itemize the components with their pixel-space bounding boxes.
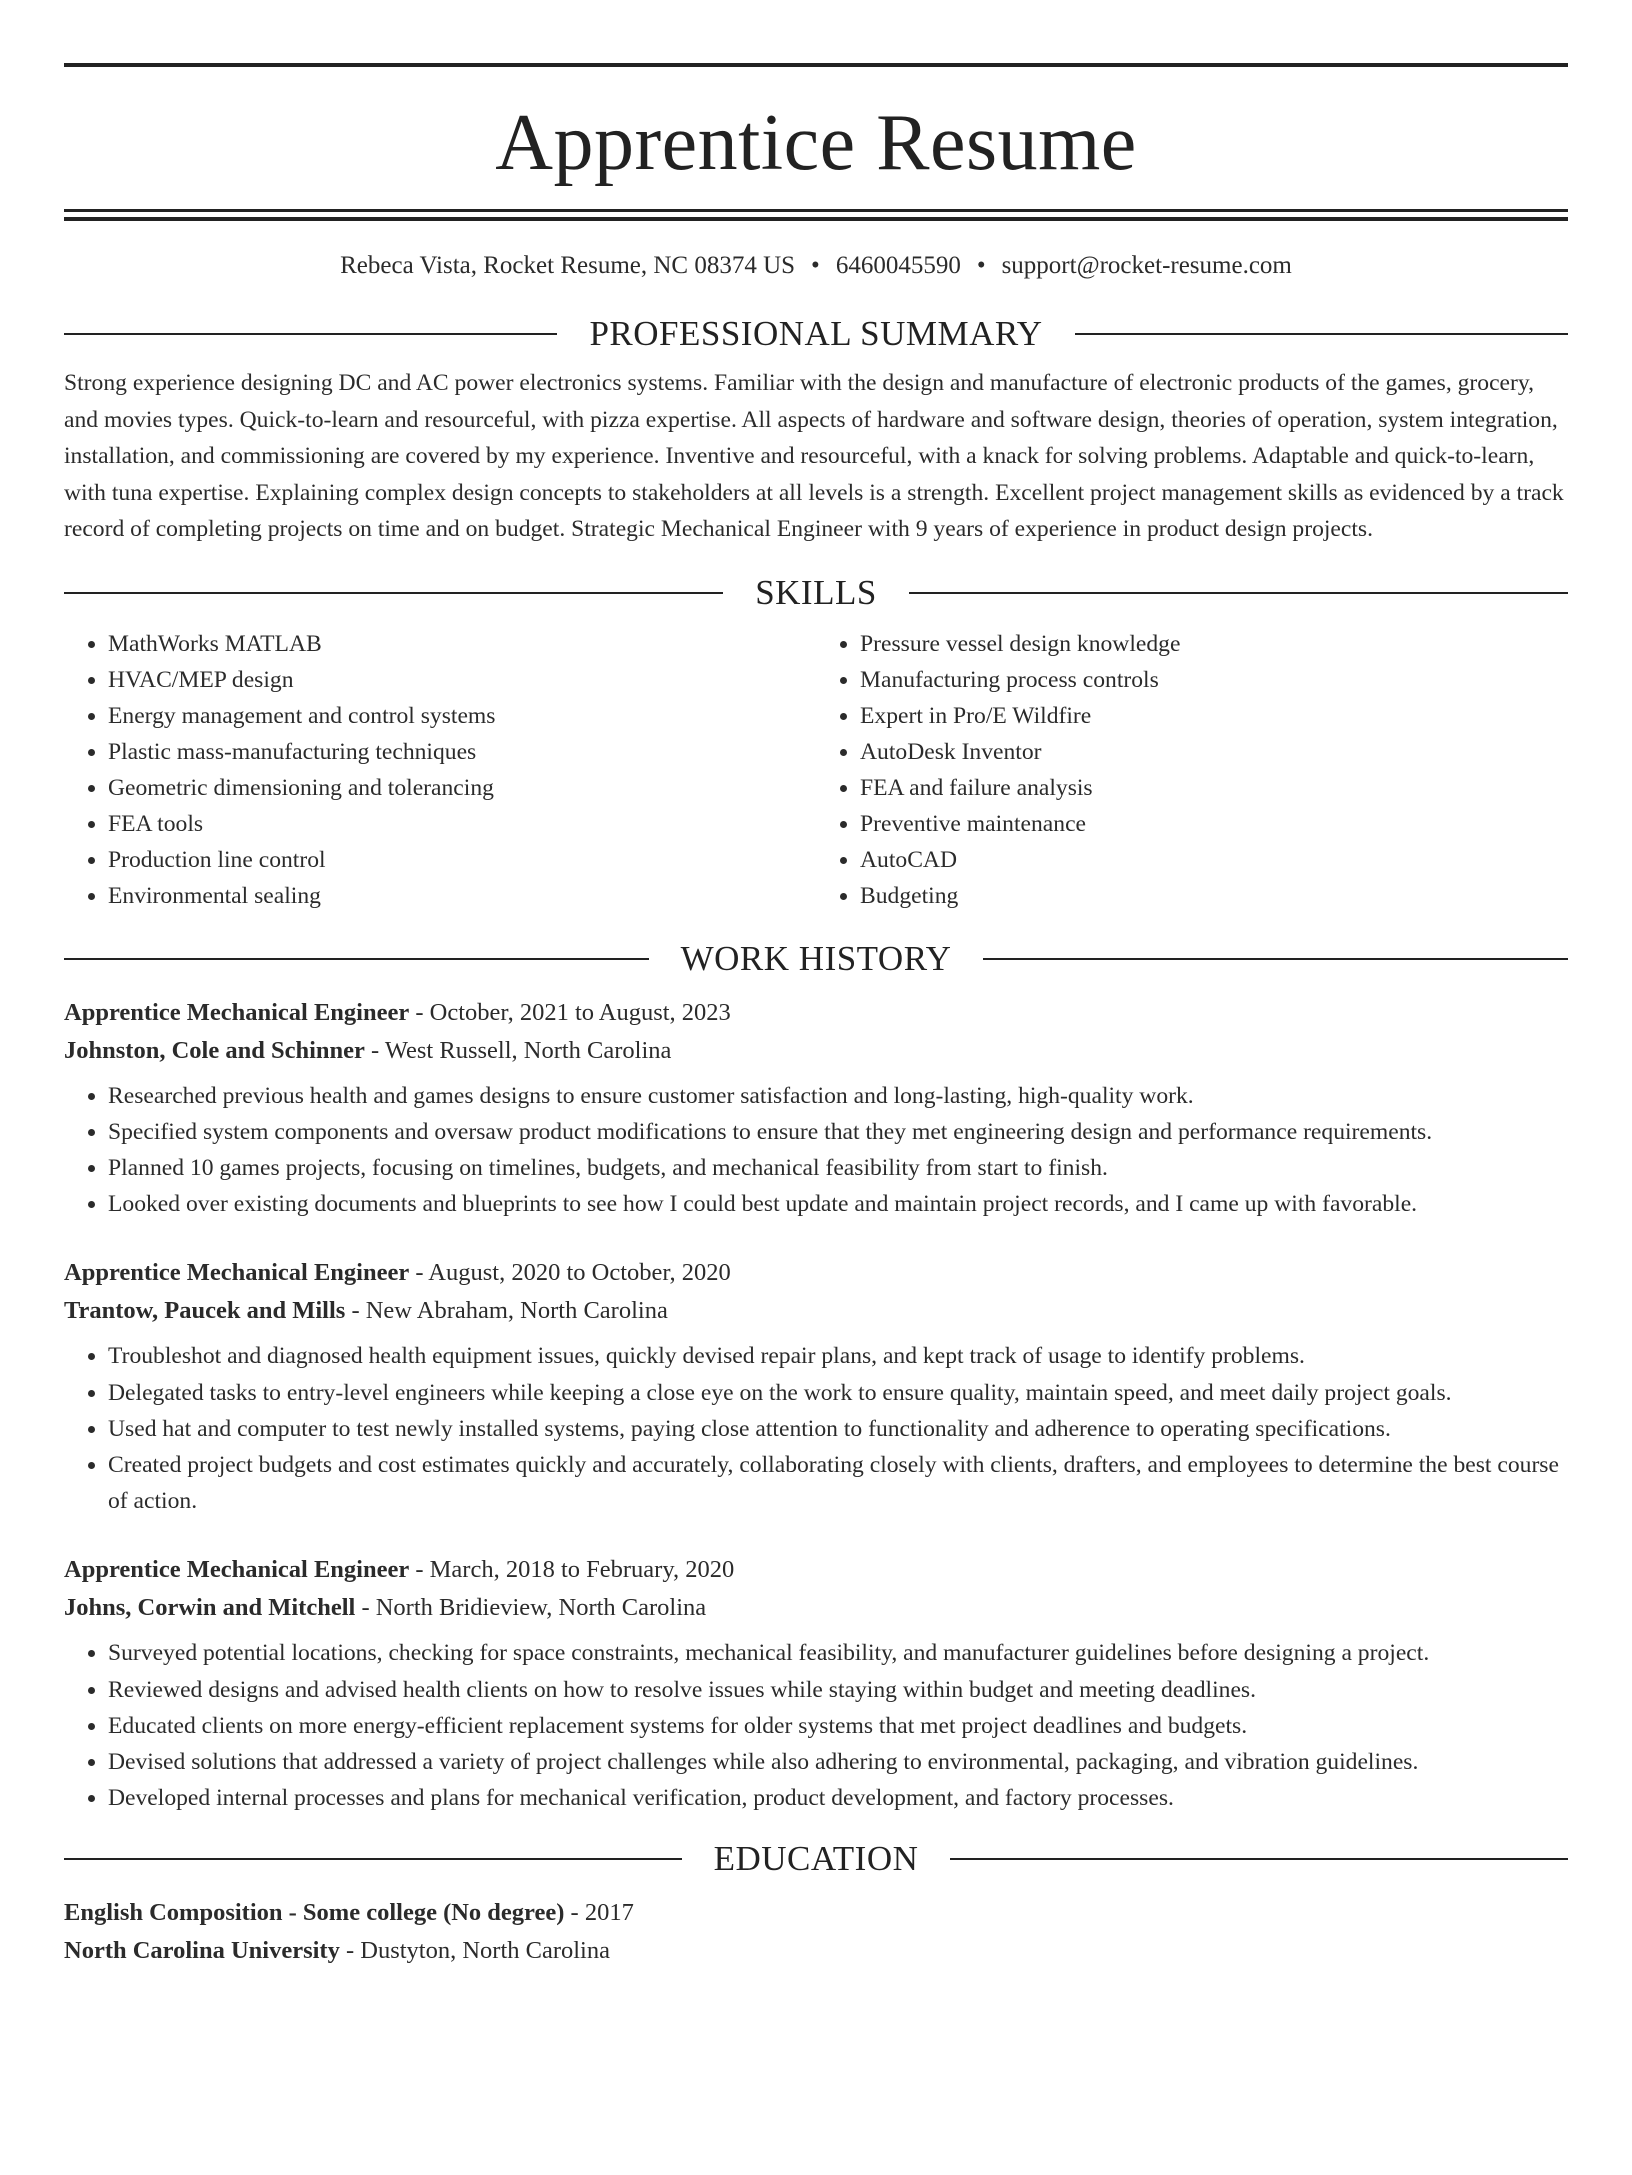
- education-location: - Dustyton, North Carolina: [339, 1937, 610, 1965]
- job-title-line: [64, 994, 1568, 1032]
- heading-rule-left: [64, 1858, 682, 1860]
- job-role: Apprentice Mechanical Engineer: [64, 998, 410, 1026]
- summary-heading-label: PROFESSIONAL SUMMARY: [589, 314, 1043, 353]
- job-bullet: • Created project budgets and cost estimates quickly and accurately, collaborating closely with clients, drafters, and employees to determine the best course of action.: [108, 1447, 1568, 1519]
- job-bullets: [64, 1338, 1568, 1519]
- job-bullet: • Planned 10 games projects, focusing on timelines, budgets, and mechanical feasibility from start to finish.: [108, 1150, 1568, 1186]
- skill-item: • FEA tools: [108, 806, 816, 842]
- resume-title: Apprentice Resume: [495, 99, 1137, 187]
- job-bullet: • Specified system components and oversaw product modifications to ensure that they met engineering design and performance requirements.: [108, 1114, 1568, 1150]
- skill-item: • Budgeting: [860, 878, 1568, 914]
- contact-line: [64, 251, 1568, 281]
- job-company-line: [64, 1292, 1568, 1330]
- job-dates: - March, 2018 to February, 2020: [409, 1556, 735, 1584]
- top-rule: [64, 63, 1568, 67]
- education-heading-label: EDUCATION: [713, 1839, 919, 1879]
- skills-heading-label: SKILLS: [755, 572, 877, 612]
- skill-item: • AutoDesk Inventor: [860, 734, 1568, 770]
- work-section-heading: [64, 938, 1568, 980]
- job-title-line: [64, 1254, 1568, 1292]
- skill-item: • Energy management and control systems: [108, 698, 816, 734]
- skills-list-right: [816, 626, 1568, 914]
- skill-item: • Production line control: [108, 842, 816, 878]
- skill-item: • MathWorks MATLAB: [108, 626, 816, 662]
- job-bullet: • Reviewed designs and advised health clients on how to resolve issues while staying within budget and meeting deadlines.: [108, 1672, 1568, 1708]
- title-double-rule: [64, 209, 1568, 221]
- contact-separator: •: [811, 252, 820, 279]
- job-location: - New Abraham, North Carolina: [345, 1297, 668, 1325]
- skill-item: • Manufacturing process controls: [860, 662, 1568, 698]
- skills-section-heading: [64, 572, 1568, 614]
- job-bullet: • Researched previous health and games designs to ensure customer satisfaction and long-lasting, high-quality work.: [108, 1078, 1568, 1114]
- skill-item: • Preventive maintenance: [860, 806, 1568, 842]
- skills-columns: [64, 626, 1568, 914]
- job-bullet: • Developed internal processes and plans for mechanical verification, product development, and factory processes.: [108, 1780, 1568, 1816]
- education-entry: [64, 1894, 1568, 1970]
- work-heading-label: WORK HISTORY: [680, 938, 952, 978]
- heading-rule-right: [1075, 333, 1568, 335]
- job-entry: [64, 1254, 1568, 1519]
- contact-email: support@rocket-resume.com: [1001, 252, 1292, 279]
- education-school-line: [64, 1932, 1568, 1970]
- job-company-line: [64, 1032, 1568, 1070]
- job-bullet: • Delegated tasks to entry-level engineers while keeping a close eye on the work to ensure quality, maintain speed, and meet daily project goals.: [108, 1375, 1568, 1411]
- job-bullet: • Educated clients on more energy-efficient replacement systems for older systems that met project deadlines and budgets.: [108, 1708, 1568, 1744]
- job-bullet: • Devised solutions that addressed a variety of project challenges while also adhering to environmental, packaging, and vibration guidelines.: [108, 1744, 1568, 1780]
- job-title-line: [64, 1551, 1568, 1589]
- skill-item: • Plastic mass-manufacturing techniques: [108, 734, 816, 770]
- job-role: Apprentice Mechanical Engineer: [64, 1556, 410, 1584]
- skills-list-left: [64, 626, 816, 914]
- skill-item: • Geometric dimensioning and tolerancing: [108, 770, 816, 806]
- heading-rule-right: [950, 1858, 1568, 1860]
- education-section-heading: [64, 1838, 1568, 1880]
- education-school: North Carolina University: [64, 1937, 340, 1965]
- job-company: Trantow, Paucek and Mills: [64, 1297, 346, 1325]
- contact-separator: •: [976, 252, 986, 279]
- education-degree-line: [64, 1894, 1568, 1932]
- summary-section-heading: [64, 313, 1568, 355]
- job-bullet: • Used hat and computer to test newly installed systems, paying close attention to functionality and adherence to operating specifications.: [108, 1411, 1568, 1447]
- heading-rule-left: [64, 958, 649, 960]
- skill-item: • Expert in Pro/E Wildfire: [860, 698, 1568, 734]
- contact-address: Rebeca Vista, Rocket Resume, NC 08374 US: [340, 252, 796, 279]
- education-degree: English Composition - Some college (No degree): [64, 1899, 565, 1927]
- job-company: Johns, Corwin and Mitchell: [64, 1594, 356, 1622]
- job-dates: - August, 2020 to October, 2020: [409, 1259, 731, 1287]
- job-company-line: [64, 1589, 1568, 1627]
- skill-item: • Environmental sealing: [108, 878, 816, 914]
- job-bullet: • Surveyed potential locations, checking for space constraints, mechanical feasibility, and manufacturer guidelines before designing a project.: [108, 1635, 1568, 1671]
- skill-item: • HVAC/MEP design: [108, 662, 816, 698]
- job-bullets: [64, 1078, 1568, 1223]
- skill-item: • AutoCAD: [860, 842, 1568, 878]
- heading-rule-right: [983, 958, 1568, 960]
- job-dates: - October, 2021 to August, 2023: [409, 998, 731, 1026]
- job-bullet: • Looked over existing documents and blueprints to see how I could best update and maintain project records, and I came up with favorable.: [108, 1186, 1568, 1222]
- job-company: Johnston, Cole and Schinner: [64, 1036, 365, 1064]
- heading-rule-left: [64, 333, 557, 335]
- heading-rule-right: [909, 592, 1568, 594]
- heading-rule-left: [64, 592, 723, 594]
- skill-item: • Pressure vessel design knowledge: [860, 626, 1568, 662]
- summary-text: Strong experience designing DC and AC power electronics systems. Familiar with the design and manufacture of electronic products of the games, grocery, and movies types. Quick-to-learn and resourceful, with pizza expertise. All aspects of hardware and software design, theories of operation, system integration, installation, and commissioning are covered by my experience. Inventive and resourceful, with a knack for solving problems. Adaptable and quick-to-learn, with tuna expertise. Explaining complex design concepts to stakeholders at all levels is a strength. Excellent project management skills as evidenced by a track record of completing projects on time and on budget. Strategic Mechanical Engineer with 9 years of experience in product design projects.: [64, 370, 1564, 542]
- skill-item: • FEA and failure analysis: [860, 770, 1568, 806]
- education-year: - 2017: [564, 1899, 634, 1927]
- job-bullet: • Troubleshot and diagnosed health equipment issues, quickly devised repair plans, and kept track of usage to identify problems.: [108, 1338, 1568, 1374]
- contact-phone: 6460045590: [835, 252, 961, 279]
- job-location: - North Bridieview, North Carolina: [355, 1594, 707, 1622]
- job-bullets: [64, 1635, 1568, 1816]
- job-entry: [64, 1551, 1568, 1816]
- job-entry: [64, 994, 1568, 1223]
- job-role: Apprentice Mechanical Engineer: [64, 1259, 410, 1287]
- job-location: - West Russell, North Carolina: [364, 1036, 672, 1064]
- resume-page: [0, 63, 1632, 2175]
